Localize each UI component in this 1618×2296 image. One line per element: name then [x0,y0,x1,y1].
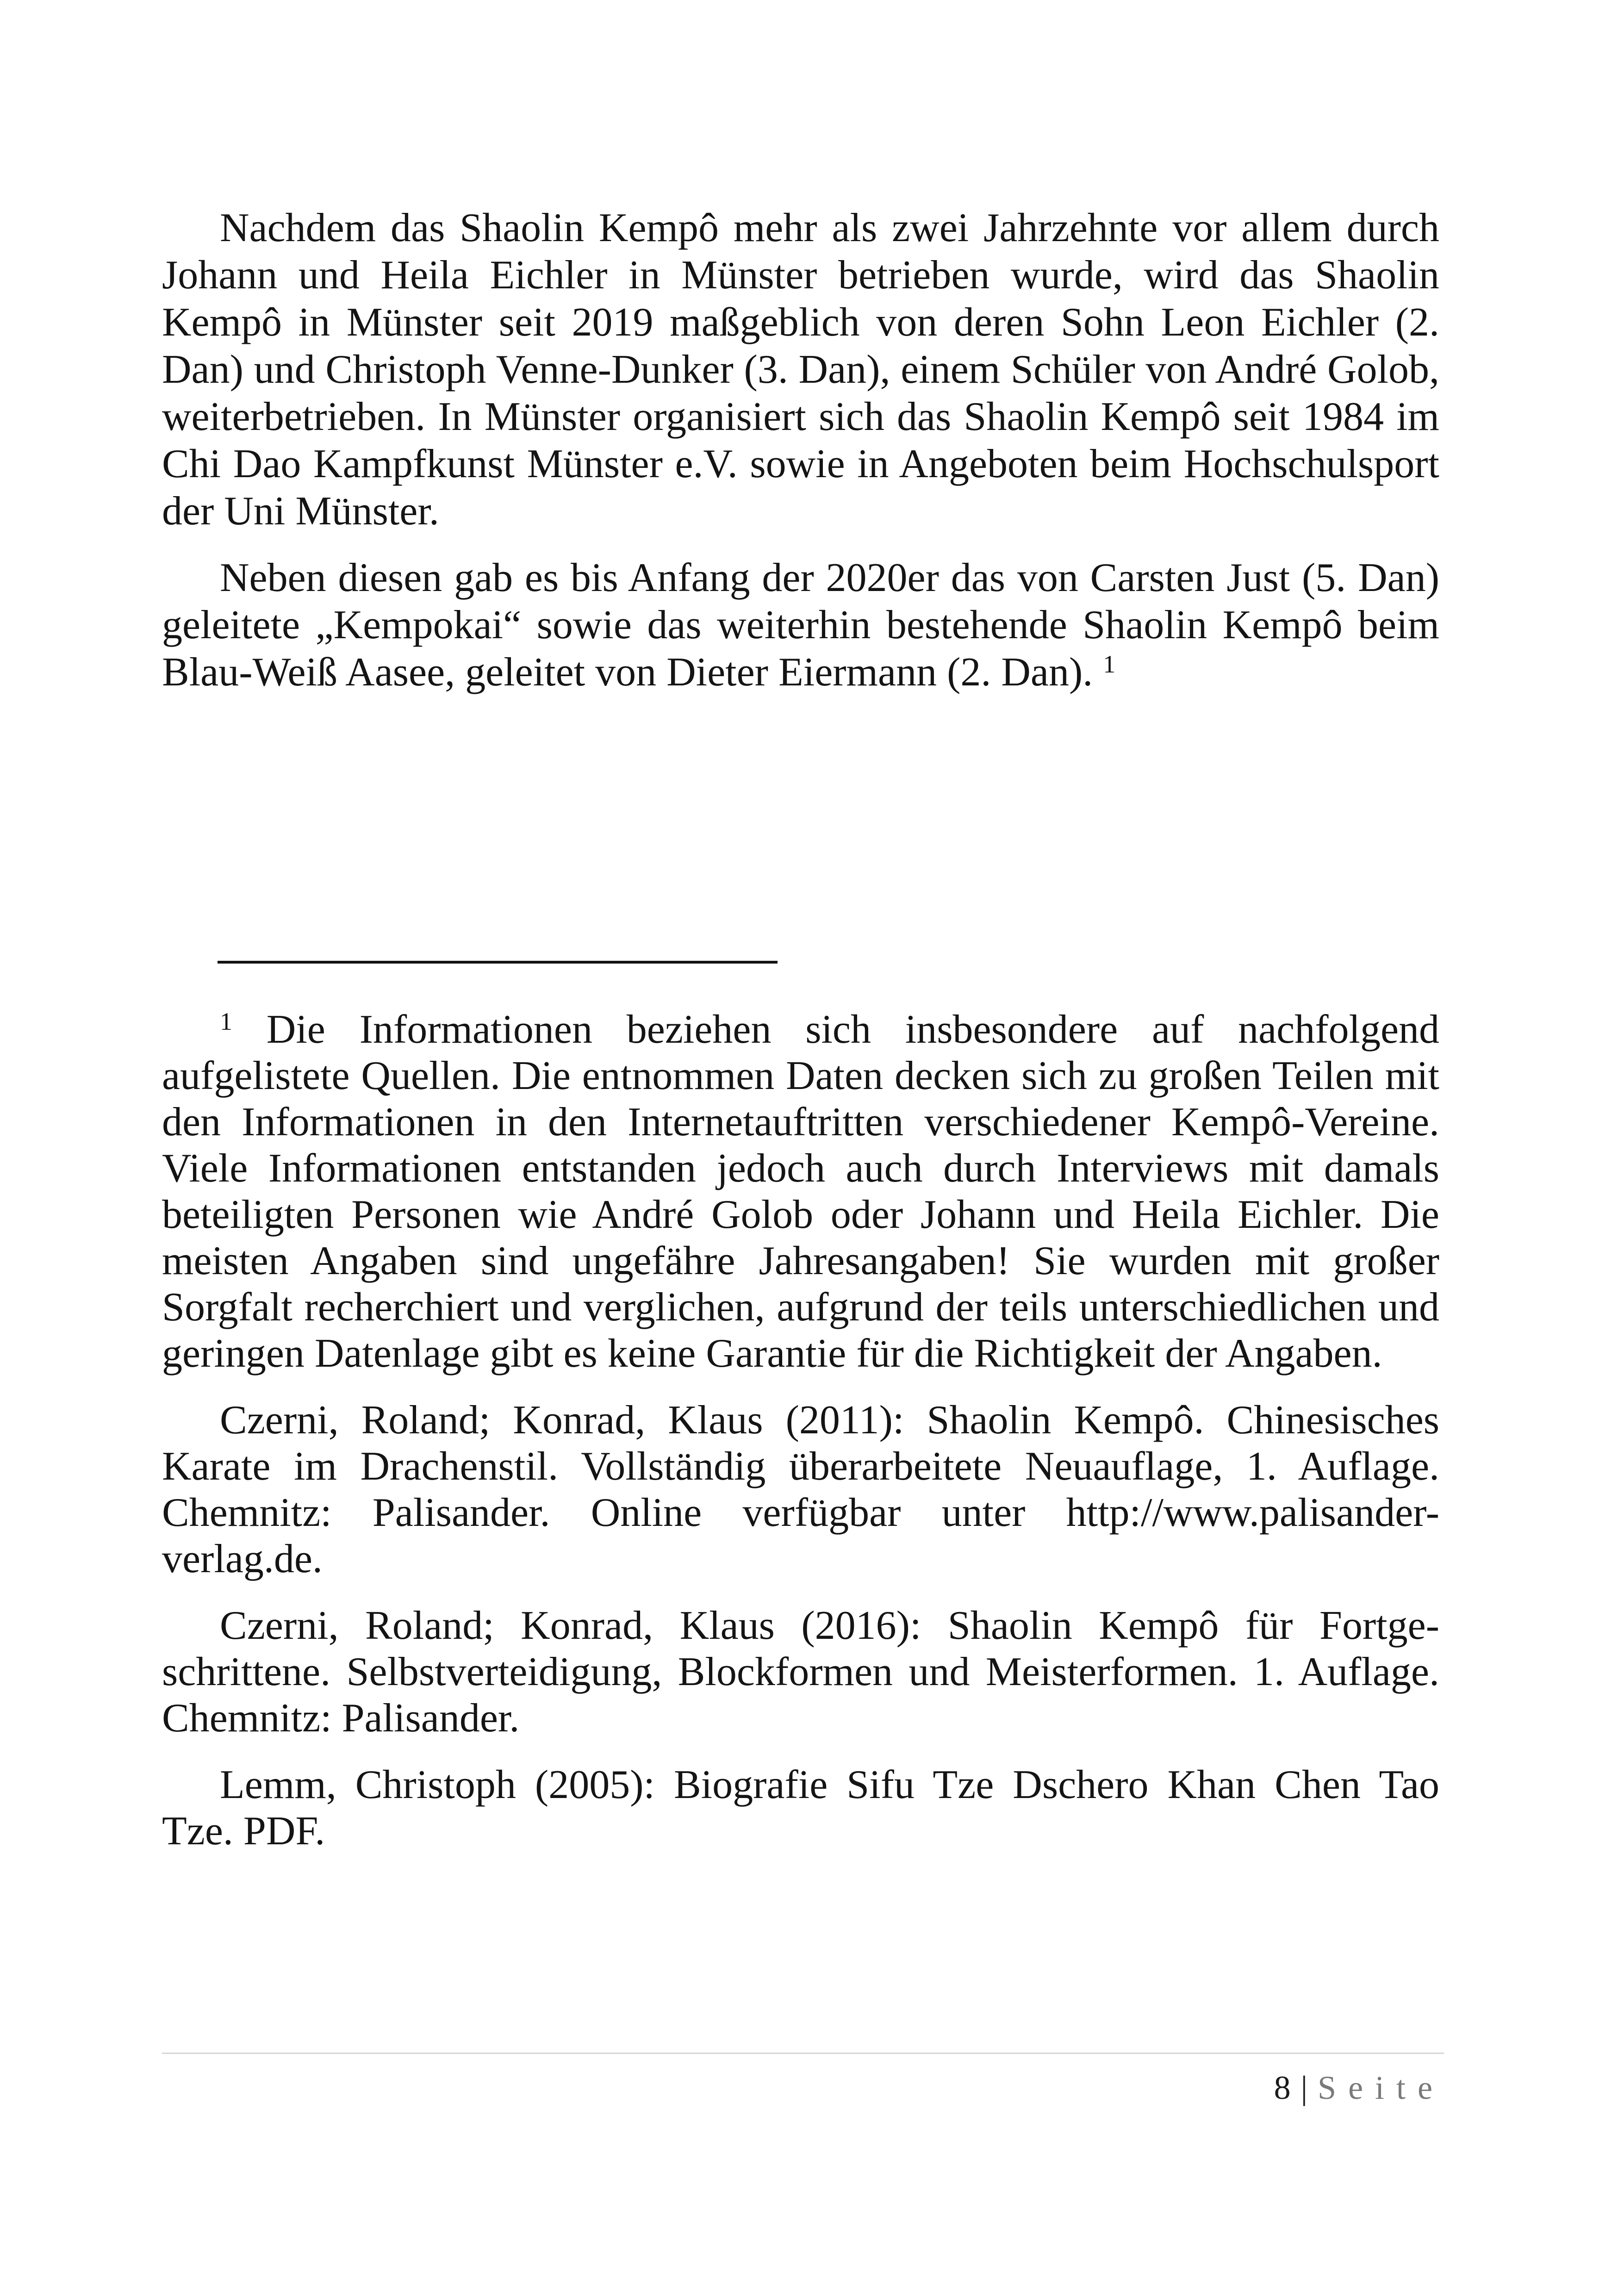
footer-separator: | [1301,2069,1308,2106]
paragraph [162,554,1439,696]
reference-entry: Czerni, Roland; Konrad, Klaus (2011): Shaolin Kempô. Chinesisches Karate im Drachenstil. Vollständig überarbeitete Neuauflage, 1. Auflage. Chemnitz: Palisander. Online verfügbar unter http://www.palisander-verlag.de. [162,1398,1439,1581]
footnote-area [162,1007,1439,1875]
footer-divider [162,2053,1444,2054]
reference-entry: Czerni, Roland; Konrad, Klaus (2016): Shaolin Kempô für Fortgeschrittene. Selbstverteidigung, Blockformen und Meisterformen. 1. Auflage. Chemnitz: Palisander. [162,1603,1439,1741]
page-label: Seite [1318,2069,1444,2106]
page-footer [1274,2067,1444,2109]
footnote-number: 1 [220,1008,232,1035]
footnote-marker[interactable]: 1 [1103,650,1116,678]
reference-entry: Lemm, Christoph (2005): Biografie Sifu Tze Dschero Khan Chen Tao Tze. PDF. [162,1762,1439,1854]
paragraph-text: Neben diesen gab es bis Anfang der 2020er das von Carsten Just (5. Dan) geleitete „Kempokai“ sowie das weiterhin bestehende Shaolin Kempô beim Blau-Weiß Aasee, geleitet von Dieter Eiermann (2. Dan). [162,555,1439,695]
footnote-separator [218,961,778,964]
main-text [162,205,1439,716]
paragraph: Nachdem das Shaolin Kempô mehr als zwei Jahrzehnte vor allem durch Johann und Heila Eichler in Münster betrieben wurde, wird das Shaolin Kempô in Münster seit 2019 maßgeblich von deren Sohn Leon Eichler (2. Dan) und Christoph Venne-Dunker (3. Dan), einem Schüler von André Golob, weiterbetrieben. In Münster organisiert sich das Shaolin Kempô seit 1984 im Chi Dao Kampfkunst Münster e.V. sowie in Angeboten beim Hochschulsport der Uni Münster. [162,205,1439,534]
page-number: 8 [1274,2069,1291,2106]
footnote-text: Die Informationen beziehen sich insbesondere auf nachfolgend aufgelistete Quellen. Die entnommen Daten decken sich zu großen Teilen mit den Informationen in den Internetauftritten verschiedener Kempô-Vereine. Viele Informationen entstanden jedoch auch durch Interviews mit damals beteiligten Personen wie André Golob oder Johann und Heila Eichler. Die meisten Angaben sind ungefähre Jahresangaben! Sie wurden mit großer Sorgfalt recherchiert und verglichen, aufgrund der teils unterschiedlichen und geringen Datenlage gibt es keine Garantie für die Richtigkeit der Angaben. [162,1007,1440,1376]
footnote [162,1007,1439,1377]
